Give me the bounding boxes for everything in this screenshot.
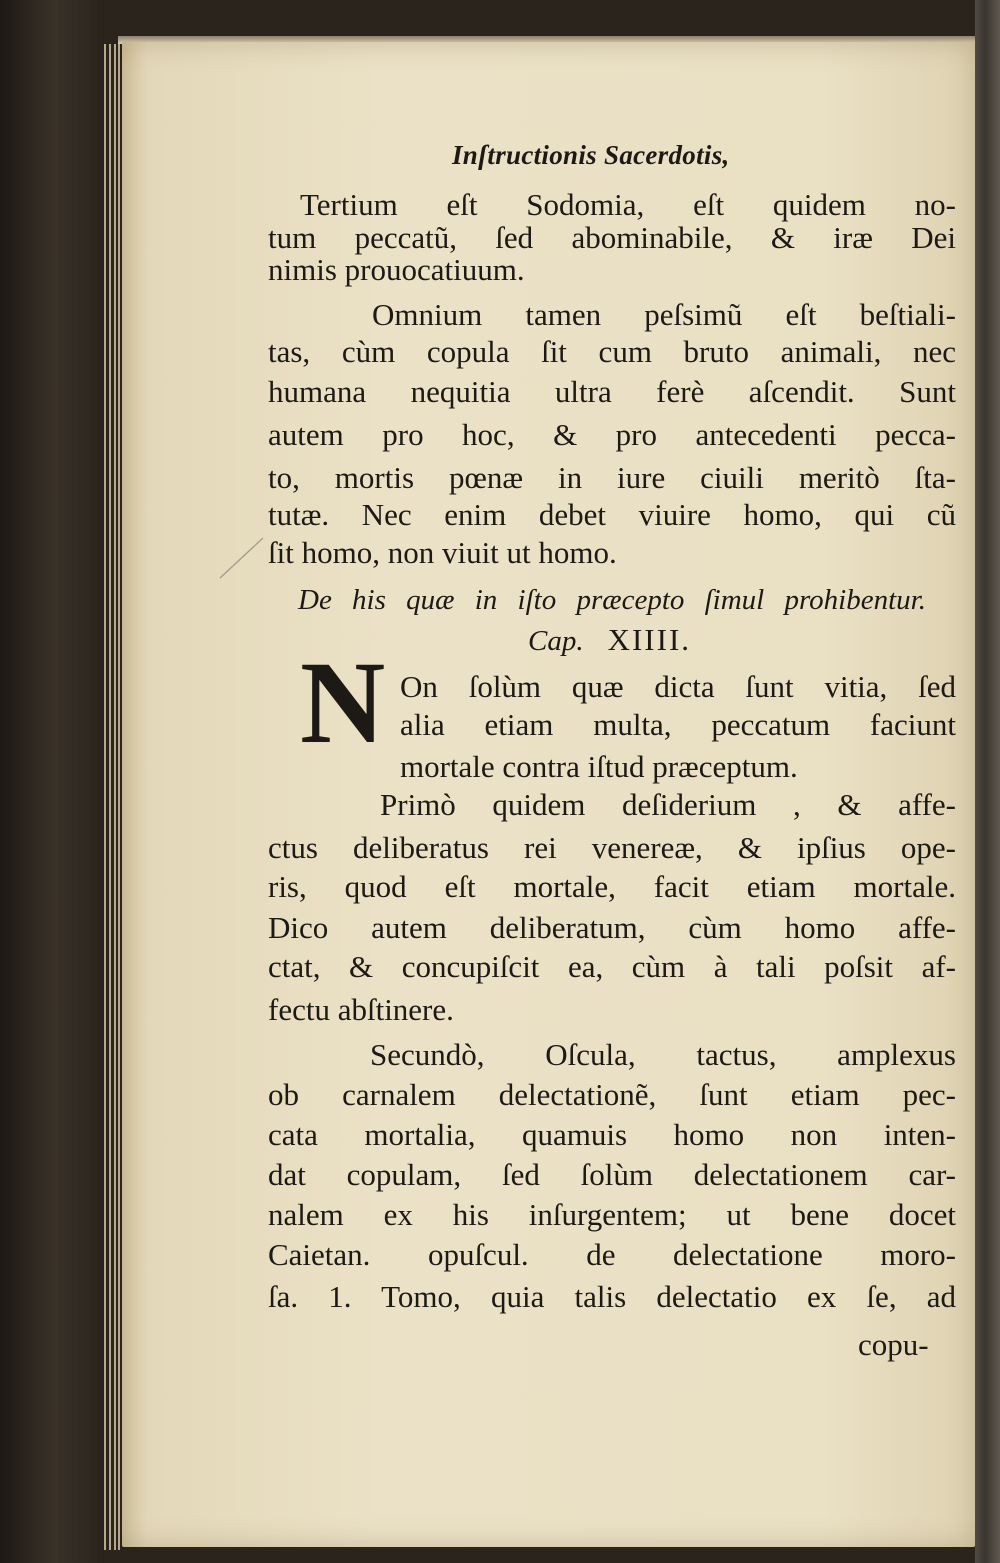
text-line: mortale contra iſtud præceptum. bbox=[400, 749, 798, 784]
text-line: fectu abſtinere. bbox=[268, 992, 454, 1027]
text-line: Tertium eſt Sodomia, eſt quidem no- bbox=[300, 187, 956, 222]
text-line: nalem ex his inſurgentem; ut bene docet bbox=[268, 1197, 956, 1232]
drop-cap: N bbox=[300, 637, 386, 768]
text-line: alia etiam multa, peccatum faciunt bbox=[400, 707, 956, 742]
text-line: ſit homo, non viuit ut homo. bbox=[268, 535, 617, 570]
text-line: tum peccatũ, ſed abominabile, & iræ Dei bbox=[268, 220, 956, 255]
text-line: autem pro hoc, & pro antecedenti pecca- bbox=[268, 417, 956, 452]
text-line: humana nequitia ultra ferè aſcendit. Sunt bbox=[268, 374, 956, 409]
text-line: ctat, & concupiſcit ea, cùm à tali poſsit af- bbox=[268, 949, 956, 984]
chapter-title: De his quæ in iſto præcepto ſimul prohibentur. bbox=[298, 584, 926, 616]
chapter-number-line bbox=[528, 620, 691, 660]
text-line: ris, quod eſt mortale, facit etiam mortale. bbox=[268, 869, 956, 904]
catchword: copu- bbox=[858, 1327, 929, 1362]
text-line: ob carnalem delectationẽ, ſunt etiam pec- bbox=[268, 1077, 956, 1112]
chapter-number: XIIII. bbox=[607, 622, 692, 657]
text-line: ctus deliberatus rei venereæ, & ipſius ope- bbox=[268, 830, 956, 865]
text-line: Secundò, Oſcula, tactus, amplexus bbox=[370, 1037, 956, 1072]
text-line: nimis prouocatiuum. bbox=[268, 252, 525, 287]
text-line: tas, cùm copula ſit cum bruto animali, nec bbox=[268, 334, 956, 369]
text-line: Dico autem deliberatum, cùm homo affe- bbox=[268, 910, 956, 945]
text-line: Omnium tamen peſsimũ eſt beſtiali- bbox=[372, 297, 956, 332]
text-line: dat copulam, ſed ſolùm delectationem car- bbox=[268, 1157, 956, 1192]
text-line: cata mortalia, quamuis homo non inten- bbox=[268, 1117, 956, 1152]
chapter-label: Cap. bbox=[528, 625, 584, 657]
text-line: Primò quidem deſiderium , & affe- bbox=[380, 787, 956, 822]
text-line: to, mortis pœnæ in iure ciuili meritò ſta- bbox=[268, 460, 956, 495]
text-line: Caietan. opuſcul. de delectatione moro- bbox=[268, 1237, 956, 1272]
text-line: tutæ. Nec enim debet viuire homo, qui cũ bbox=[268, 497, 956, 532]
text-line: On ſolùm quæ dicta ſunt vitia, ſed bbox=[400, 669, 956, 704]
text-line: ſa. 1. Tomo, quia talis delectatio ex ſe, ad bbox=[268, 1279, 956, 1314]
running-head: Inſtructionis Sacerdotis, bbox=[452, 140, 730, 170]
